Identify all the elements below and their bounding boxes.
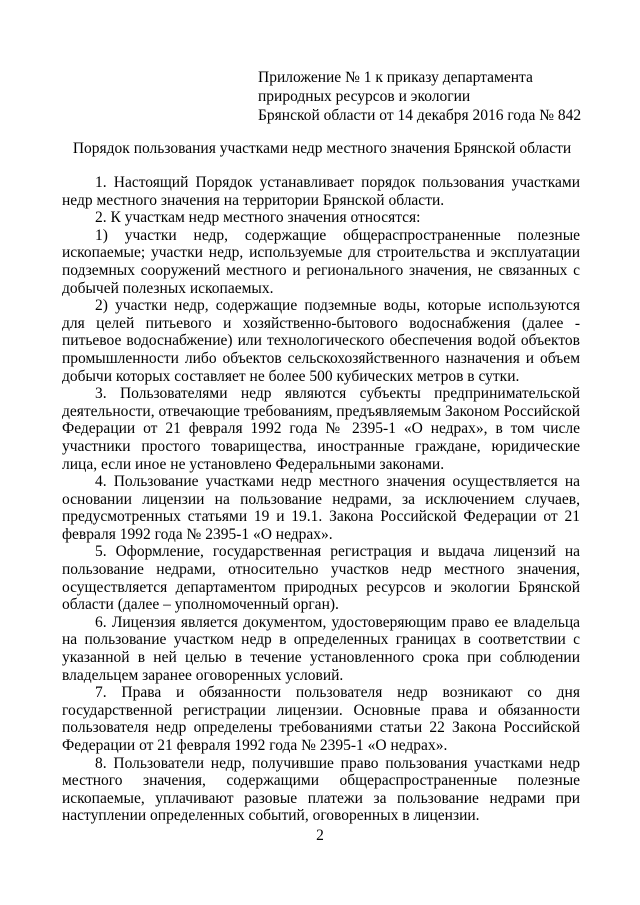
appendix-header — [258, 68, 598, 125]
paragraph-2-item-2: 2) участки недр, содержащие подземные воды, которые используются для целей питьевого и хозяйственно-бытового водоснабжения (далее - питьевое водоснабжение) или технологического обеспечения водой объектов промышленности либо объектов сельскохозяйственного назначения и объем добычи которых составляет не более 500 кубических метров в сутки. — [62, 297, 580, 385]
document-title: Порядок пользования участками недр местного значения Брянской области — [72, 140, 572, 157]
paragraph-6: 6. Лицензия является документом, удостоверяющим право ее владельца на пользование участком недр в определенных границах в соответствии с указанной в ней целью в течение установленного срока при соблюдении владельцем заранее оговоренных условий. — [62, 613, 580, 684]
paragraph-8: 8. Пользователи недр, получившие право пользования участками недр местного значения, содержащими общераспространенные полезные ископаемые, уплачивают разовые платежи за пользование недрами при наступлении определенных событий, оговоренных в лицензии. — [62, 754, 580, 825]
document-body — [62, 174, 580, 825]
paragraph-1: 1. Настоящий Порядок устанавливает порядок пользования участками недр местного значения на территории Брянской области. — [62, 174, 580, 209]
appendix-line: Приложение № 1 к приказу департамента — [258, 69, 533, 86]
paragraph-5: 5. Оформление, государственная регистрация и выдача лицензий на пользование недрами, относительно участков недр местного значения, осуществляется департаментом природных ресурсов и экологии Брянской области (далее – уполномоченный орган). — [62, 543, 580, 614]
paragraph-3: 3. Пользователями недр являются субъекты предпринимательской деятельности, отвечающие требованиям, предъявляемым Законом Российской Федерации от 21 февраля 1992 года № 2395-1 «О недрах», в том числе участники простого товарищества, иностранные граждане, юридические лица, если иное не установлено Федеральными законами. — [62, 385, 580, 473]
paragraph-2: 2. К участкам недр местного значения относятся: — [95, 209, 421, 227]
appendix-line: Брянской области от 14 декабря 2016 года № 842 — [258, 107, 582, 124]
paragraph-4: 4. Пользование участками недр местного значения осуществляется на основании лицензии на пользование недрами, за исключением случаев, предусмотренных статьями 19 и 19.1. Закона Российской Федерации от 21 февраля 1992 года № 2395-1 «О недрах». — [62, 473, 580, 543]
paragraph-2-item-1: 1) участки недр, содержащие общераспространенные полезные ископаемые; участки недр, используемые для строительства и эксплуатации подземных сооружений местного и регионального значения, не связанных с добычей полезных ископаемых. — [62, 226, 580, 297]
paragraph-7: 7. Права и обязанности пользователя недр возникают со дня государственной регистрации лицензии. Основные права и обязанности пользователя недр определены требованиями статьи 22 Закона Российской Федерации от 21 февраля 1992 года № 2395-1 «О недрах». — [62, 684, 580, 754]
appendix-line: природных ресурсов и экологии — [258, 88, 471, 105]
page-number: 2 — [316, 827, 324, 844]
